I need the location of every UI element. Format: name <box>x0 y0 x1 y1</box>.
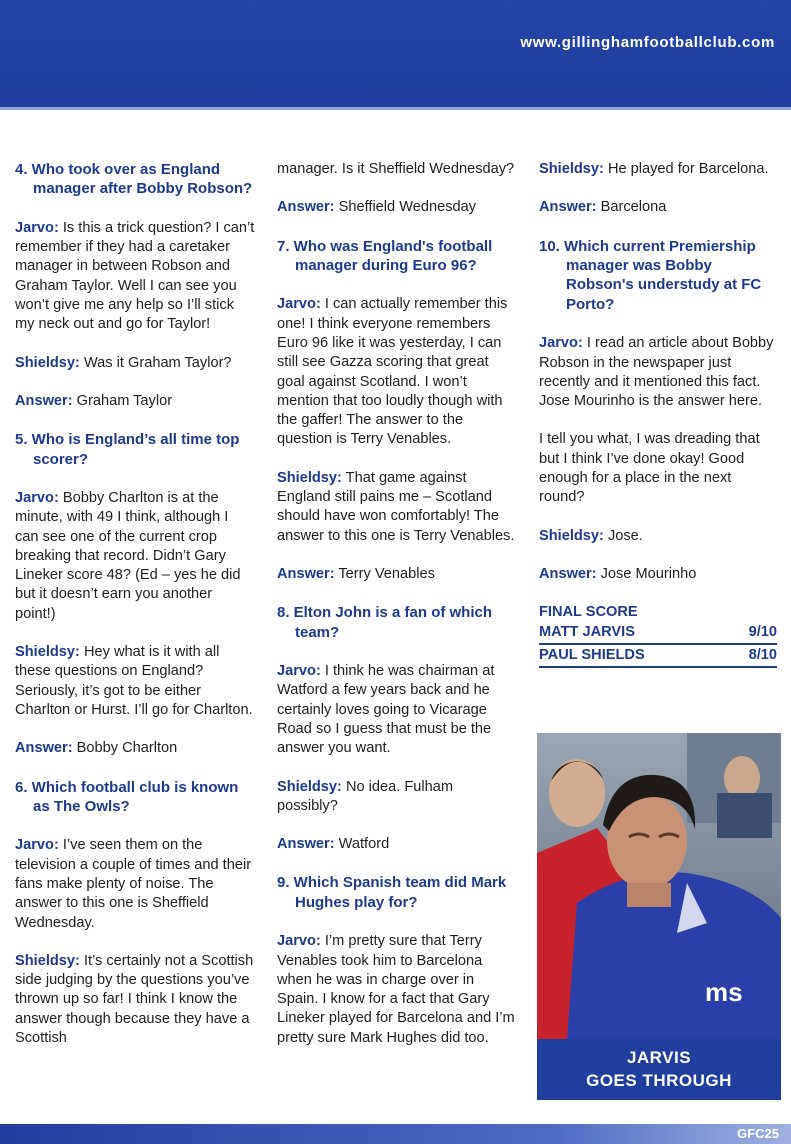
question-6: 6. Which football club is known as The Owls? <box>15 778 239 815</box>
speaker-label: Jarvo: <box>277 663 321 680</box>
score-row <box>539 622 777 645</box>
answer-text: Bobby Charlton <box>72 740 178 757</box>
speaker-text: Jose. <box>603 527 643 544</box>
speaker-text: Was it Graham Taylor? <box>79 354 232 371</box>
answer-paragraph <box>539 160 779 179</box>
speaker-text: I’ve seen them on the television a couple of times and their fans make plenty of noise. The answer to this one is Sheffield Wednesday. <box>15 837 252 931</box>
speaker-text: Bobby Charlton is at the minute, with 49 I think, although I can see one of the current crop breaking that record. Didn’t Gary Lineker score 48? (Ed – yes he did but it doesn’t earn you another point!) <box>15 490 241 622</box>
column-1 <box>15 160 255 1067</box>
speaker-label: Shieldsy: <box>277 778 342 795</box>
player-shirt <box>567 872 781 1039</box>
answer-label: Answer: <box>539 565 597 582</box>
answer-text: Sheffield Wednesday <box>334 199 477 216</box>
speaker-label: Jarvo: <box>15 219 59 236</box>
player-name: PAUL SHIELDS <box>539 647 645 664</box>
answer-paragraph <box>277 778 517 817</box>
answer-line <box>277 835 517 854</box>
player-name: MATT JARVIS <box>539 624 635 641</box>
final-score-title: FINAL SCORE <box>539 604 638 621</box>
answer-label: Answer: <box>15 392 73 409</box>
answer-text: Terry Venables <box>334 565 435 582</box>
speaker-text: It’s certainly not a Scottish side judging by the questions you’ve thrown up so far! I think I know the answer though because they have a Scottish <box>15 952 254 1047</box>
answer-paragraph <box>539 334 779 411</box>
speaker-label: Jarvo: <box>15 490 59 506</box>
answer-label: Answer: <box>277 565 335 582</box>
photo-caption <box>537 1039 781 1100</box>
question-4: 4. Who took over as England manager after Bobby Robson? <box>15 161 253 198</box>
speaker-label: Jarvo: <box>277 933 321 950</box>
speaker-text: I think he was chairman at Watford a few years back and he certainly loves going to Vicarage Road so I guess that must be the answer you want. <box>277 663 495 757</box>
answer-text: Watford <box>334 836 390 853</box>
question-8: 8. Elton John is a fan of which team? <box>277 604 493 641</box>
question-9: 9. Which Spanish team did Mark Hughes play for? <box>277 874 507 911</box>
column-3 <box>539 160 779 668</box>
speaker-text: He played for Barcelona. <box>603 161 769 177</box>
answer-line <box>15 739 255 758</box>
question-5: 5. Who is England’s all time top scorer? <box>15 431 240 468</box>
page-number: GFC25 <box>737 1126 779 1141</box>
answer-paragraph <box>15 489 255 624</box>
answer-paragraph <box>277 469 517 546</box>
player-score: 8/10 <box>748 647 777 664</box>
answer-paragraph <box>15 836 255 932</box>
answer-text: Jose Mourinho <box>596 565 697 582</box>
speaker-text: Hey what is it with all these questions on England? Seriously, it’s got to be either Charlton or Hurst. I’ll go for Charlton. <box>15 644 253 718</box>
answer-line <box>539 198 779 217</box>
answer-text: Graham Taylor <box>72 392 173 409</box>
answer-label: Answer: <box>15 740 73 757</box>
shirt-sponsor-text: ms <box>705 977 743 1007</box>
speaker-text: I read an article about Bobby Robson in the newspaper just recently and it mentioned this fact. Jose Mourinho is the answer here. <box>539 335 774 410</box>
speaker-label: Jarvo: <box>15 837 59 854</box>
answer-line <box>277 198 517 217</box>
question-10: 10. Which current Premiership manager was Bobby Robson's understudy at FC Porto? <box>539 237 762 313</box>
answer-paragraph <box>15 354 255 373</box>
answer-paragraph <box>277 932 517 1048</box>
speaker-label: Shieldsy: <box>15 952 80 969</box>
answer-line <box>277 565 517 584</box>
closing-paragraph: I tell you what, I was dreading that but I think I’ve done okay! Good enough for a place in the next round? <box>539 431 760 506</box>
answer-paragraph <box>277 295 517 449</box>
answer-label: Answer: <box>277 836 335 853</box>
answer-paragraph <box>539 527 779 546</box>
speaker-text: Is this a trick question? I can’t remember if they had a caretaker manager in between Robson and Graham Taylor. Well I can see you won’t give me any help so I’ll stick my neck out and go for Taylor! <box>15 219 255 333</box>
speaker-label: Shieldsy: <box>15 644 80 661</box>
score-row <box>539 645 777 668</box>
header-band <box>0 0 791 107</box>
speaker-text: That game against England still pains me – Scotland should have won comfortably! The answer to this one is Terry Venables. <box>277 469 515 544</box>
answer-paragraph <box>277 662 517 758</box>
speaker-text: No idea. Fulham possibly? <box>277 778 454 814</box>
player-score: 9/10 <box>748 624 777 641</box>
question-7: 7. Who was England's football manager during Euro 96? <box>277 237 493 274</box>
answer-text: Barcelona <box>596 199 667 216</box>
caption-line-1: JARVIS <box>626 1048 692 1067</box>
website-url[interactable]: www.gillinghamfootballclub.com <box>520 34 775 51</box>
player-photo <box>537 733 781 1039</box>
speaker-text: I’m pretty sure that Terry Venables took him to Barcelona when he was in charge over in Spain. I know for a fact that Gary Lineker played for Barcelona and I’m pretty sure Mark Hughes did too. <box>277 933 515 1046</box>
answer-line <box>539 565 779 584</box>
column-2 <box>277 160 517 1067</box>
answer-label: Answer: <box>277 199 335 216</box>
speaker-label: Shieldsy: <box>539 527 604 544</box>
speaker-label: Jarvo: <box>539 335 583 352</box>
caption-line-2: GOES THROUGH <box>586 1071 732 1090</box>
speaker-label: Shieldsy: <box>15 354 80 371</box>
speaker-label: Shieldsy: <box>539 161 604 177</box>
answer-line <box>15 392 255 411</box>
answer-paragraph <box>15 219 255 335</box>
speaker-text: I can actually remember this one! I think everyone remembers Euro 96 like it was yesterday, I can still see Gazza scoring that great goal against Scotland. I won’t mention that too loudly though with the gaffer! The answer to the question is Terry Venables. <box>277 296 508 448</box>
continued-text: manager. Is it Sheffield Wednesday? <box>277 161 515 177</box>
photo-illustration <box>537 733 781 1039</box>
speaker-label: Shieldsy: <box>277 469 342 486</box>
speaker-label: Jarvo: <box>277 296 321 313</box>
answer-label: Answer: <box>539 199 597 216</box>
answer-paragraph <box>15 643 255 720</box>
answer-paragraph <box>15 952 255 1048</box>
header-divider <box>0 107 791 121</box>
footer-band <box>0 1124 791 1144</box>
